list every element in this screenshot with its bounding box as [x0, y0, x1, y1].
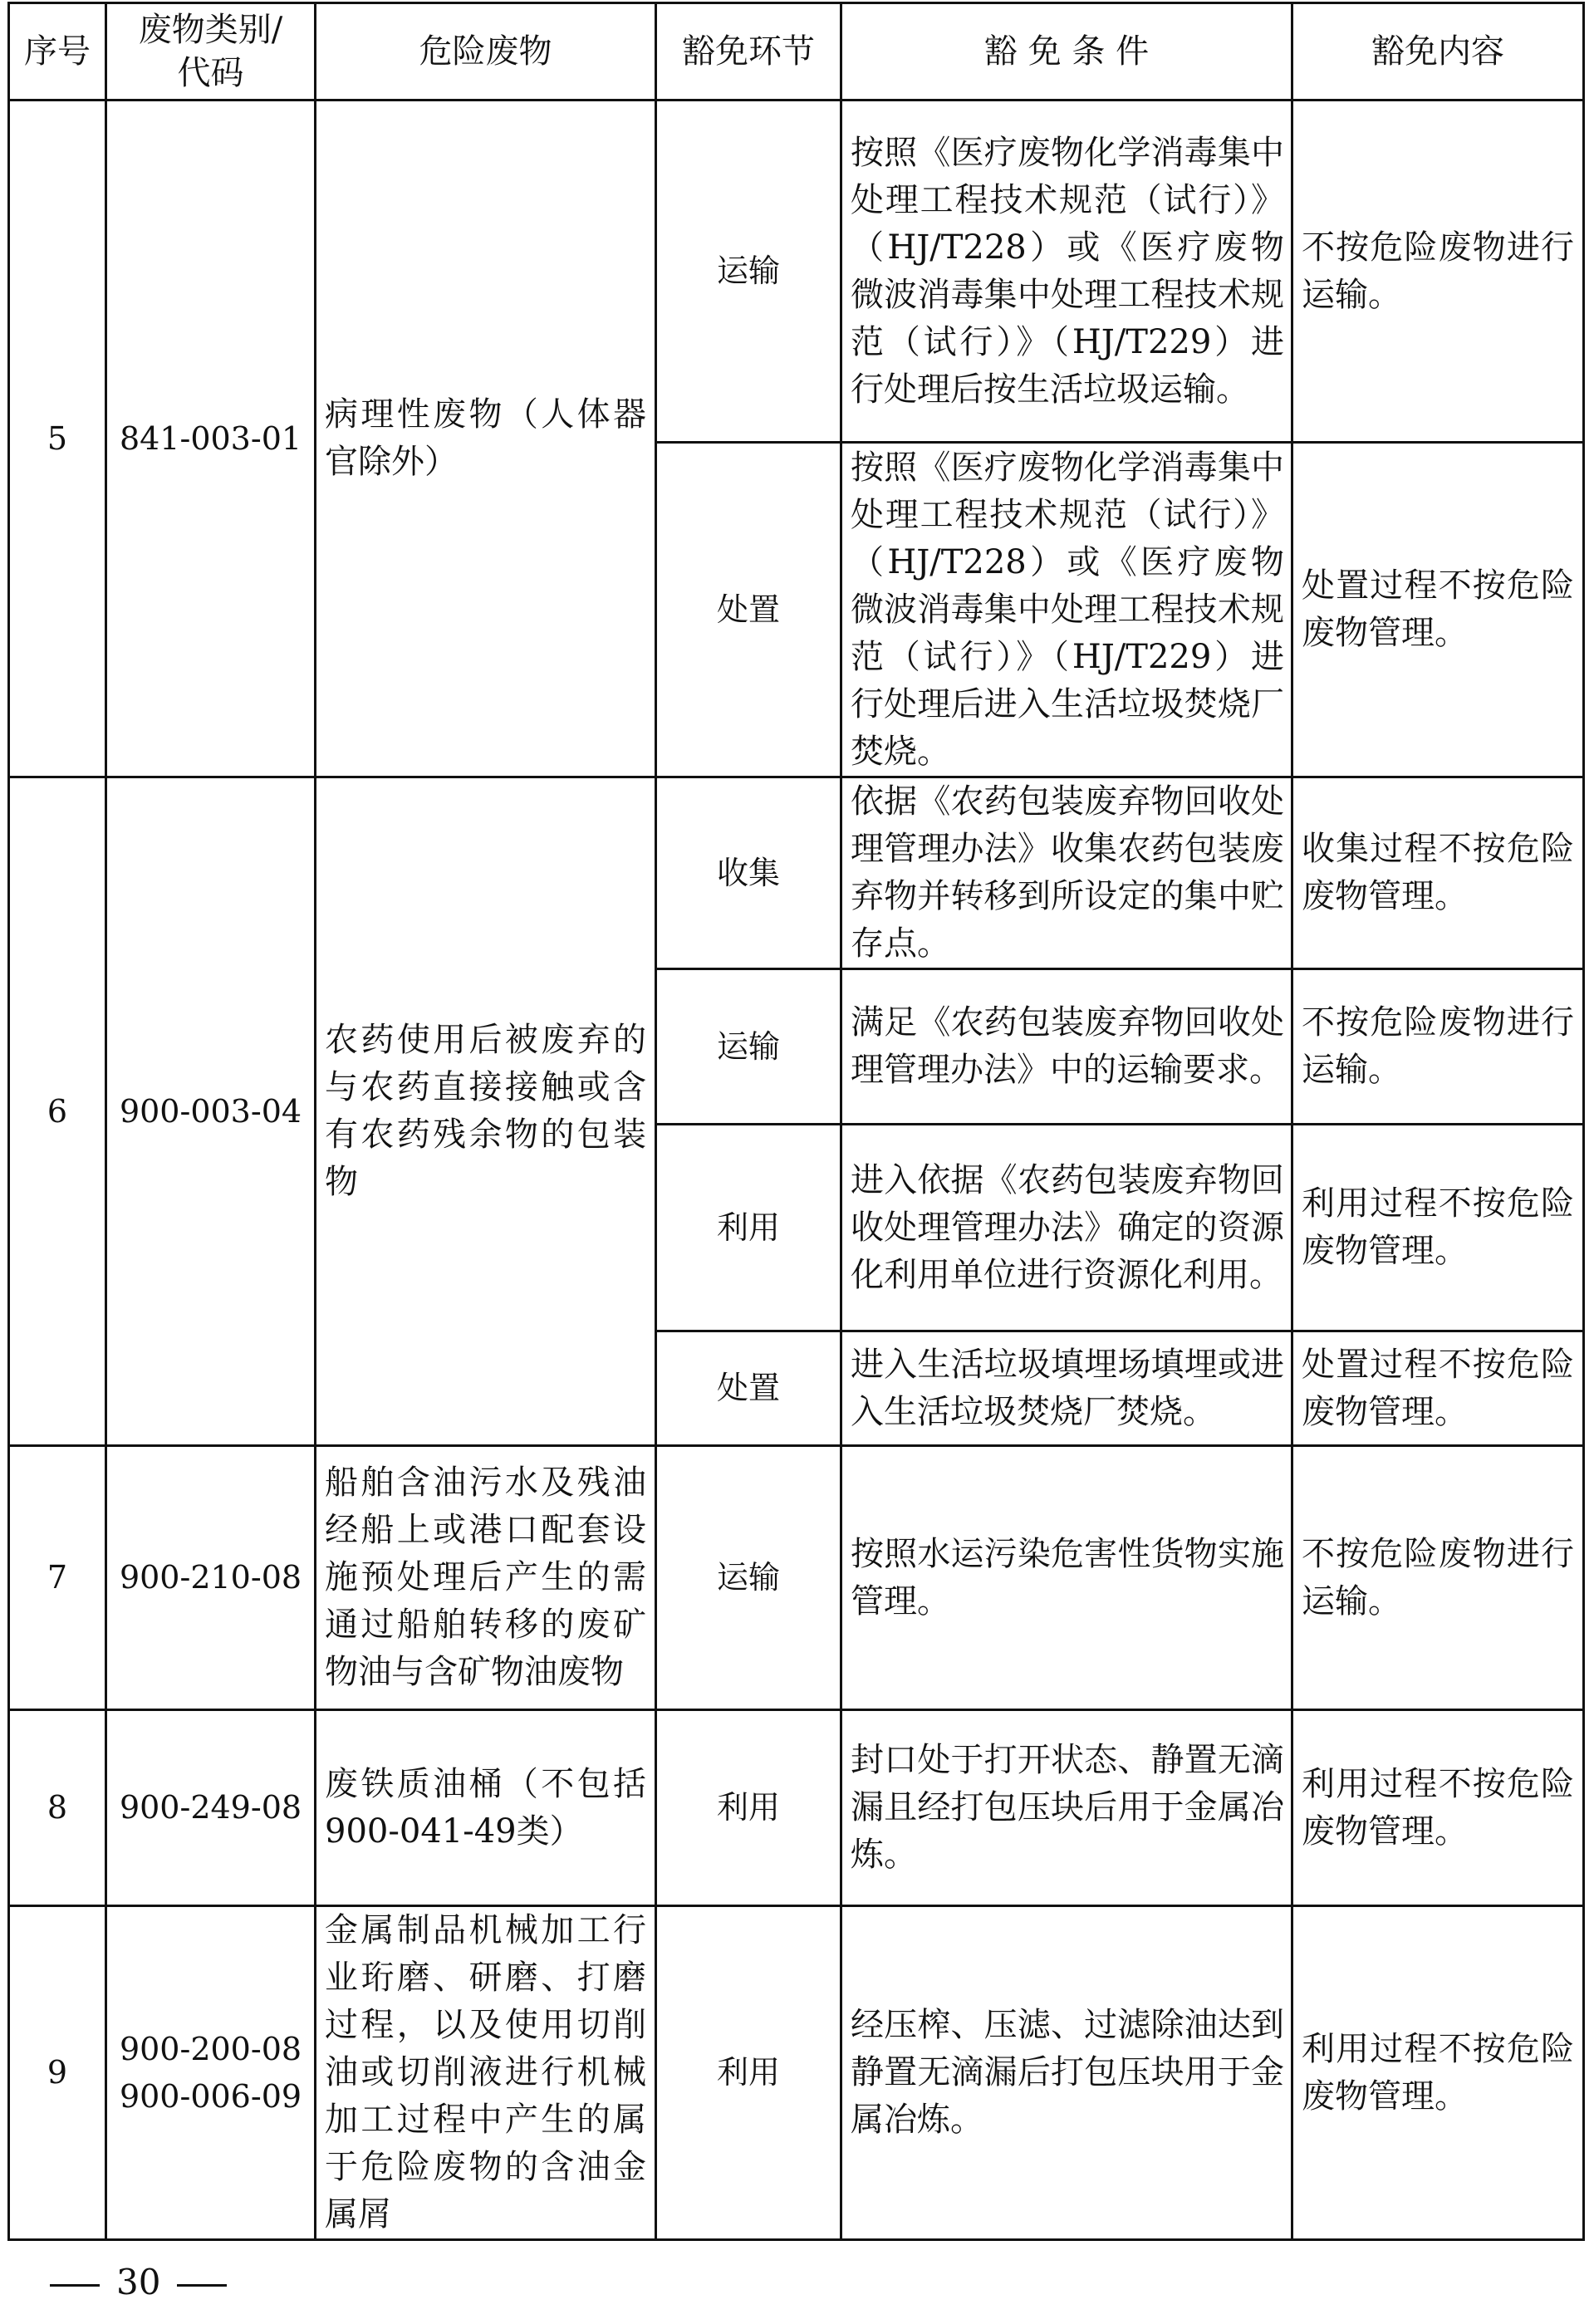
header-content: 豁免内容	[1292, 3, 1584, 101]
cell-condition: 封口处于打开状态、静置无滴漏且经打包压块后用于金属冶炼。	[841, 1710, 1292, 1906]
cell-condition: 按照《医疗废物化学消毒集中处理工程技术规范（试行）》（HJ/T228）或《医疗废物微波消毒集中处理工程技术规范（试行）》（HJ/T229）进行处理后按生活垃圾运输。	[841, 101, 1292, 443]
cell-code: 900-210-08	[106, 1446, 316, 1710]
table-header-row	[9, 3, 1584, 101]
exemption-table	[7, 2, 1585, 2241]
cell-content: 处置过程不按危险废物管理。	[1292, 1331, 1584, 1446]
cell-stage: 运输	[656, 101, 841, 443]
cell-stage: 运输	[656, 969, 841, 1125]
cell-content: 收集过程不按危险废物管理。	[1292, 777, 1584, 969]
header-waste: 危险废物	[316, 3, 656, 101]
table-row	[9, 1906, 1584, 2240]
header-stage: 豁免环节	[656, 3, 841, 101]
cell-stage: 运输	[656, 1446, 841, 1710]
cell-stage: 收集	[656, 777, 841, 969]
table-row	[9, 1446, 1584, 1710]
cell-stage: 利用	[656, 1906, 841, 2240]
cell-content: 处置过程不按危险废物管理。	[1292, 443, 1584, 777]
cell-waste: 农药使用后被废弃的与农药直接接触或含有农药残余物的包装物	[316, 777, 656, 1446]
cell-waste: 船舶含油污水及残油经船上或港口配套设施预处理后产生的需通过船舶转移的废矿物油与含矿物油废物	[316, 1446, 656, 1710]
footer-dash-right	[177, 2284, 227, 2287]
cell-content: 利用过程不按危险废物管理。	[1292, 1906, 1584, 2240]
cell-stage: 处置	[656, 1331, 841, 1446]
cell-condition: 按照水运污染危害性货物实施管理。	[841, 1446, 1292, 1710]
header-category-line1: 废物类别/	[138, 11, 283, 49]
cell-seq: 5	[9, 101, 106, 777]
cell-condition: 满足《农药包装废弃物回收处理管理办法》中的运输要求。	[841, 969, 1292, 1125]
cell-condition: 按照《医疗废物化学消毒集中处理工程技术规范（试行）》（HJ/T228）或《医疗废物微波消毒集中处理工程技术规范（试行）》（HJ/T229）进行处理后进入生活垃圾焚烧厂焚烧。	[841, 443, 1292, 777]
cell-seq: 9	[9, 1906, 106, 2240]
page-footer	[33, 2259, 243, 2306]
table-row	[9, 1710, 1584, 1906]
header-category-line2: 代码	[177, 54, 244, 92]
cell-condition: 经压榨、压滤、过滤除油达到静置无滴漏后打包压块用于金属冶炼。	[841, 1906, 1292, 2240]
cell-seq: 8	[9, 1710, 106, 1906]
cell-stage: 利用	[656, 1710, 841, 1906]
page-number: 30	[116, 2262, 161, 2302]
cell-condition: 进入生活垃圾填埋场填埋或进入生活垃圾焚烧厂焚烧。	[841, 1331, 1292, 1446]
cell-content: 利用过程不按危险废物管理。	[1292, 1710, 1584, 1906]
cell-waste: 废铁质油桶（不包括900-041-49类）	[316, 1710, 656, 1906]
cell-waste: 病理性废物（人体器官除外）	[316, 101, 656, 777]
cell-content: 不按危险废物进行运输。	[1292, 101, 1584, 443]
header-category	[106, 3, 316, 101]
cell-condition: 进入依据《农药包装废弃物回收处理管理办法》确定的资源化利用单位进行资源化利用。	[841, 1125, 1292, 1331]
table-body	[9, 101, 1584, 2240]
cell-code: 841-003-01	[106, 101, 316, 777]
cell-stage: 处置	[656, 443, 841, 777]
table-row	[9, 777, 1584, 969]
table-row	[9, 101, 1584, 443]
header-seq: 序号	[9, 3, 106, 101]
cell-condition: 依据《农药包装废弃物回收处理管理办法》收集农药包装废弃物并转移到所设定的集中贮存点。	[841, 777, 1292, 969]
cell-waste: 金属制品机械加工行业珩磨、研磨、打磨过程，以及使用切削油或切削液进行机械加工过程中产生的属于危险废物的含油金属屑	[316, 1906, 656, 2240]
cell-code: 900-249-08	[106, 1710, 316, 1906]
cell-code: 900-200-08 900-006-09	[106, 1906, 316, 2240]
cell-seq: 7	[9, 1446, 106, 1710]
header-condition: 豁 免 条 件	[841, 3, 1292, 101]
cell-content: 不按危险废物进行运输。	[1292, 1446, 1584, 1710]
cell-stage: 利用	[656, 1125, 841, 1331]
cell-seq: 6	[9, 777, 106, 1446]
footer-dash-left	[50, 2284, 100, 2287]
cell-content: 不按危险废物进行运输。	[1292, 969, 1584, 1125]
cell-code: 900-003-04	[106, 777, 316, 1446]
cell-content: 利用过程不按危险废物管理。	[1292, 1125, 1584, 1331]
